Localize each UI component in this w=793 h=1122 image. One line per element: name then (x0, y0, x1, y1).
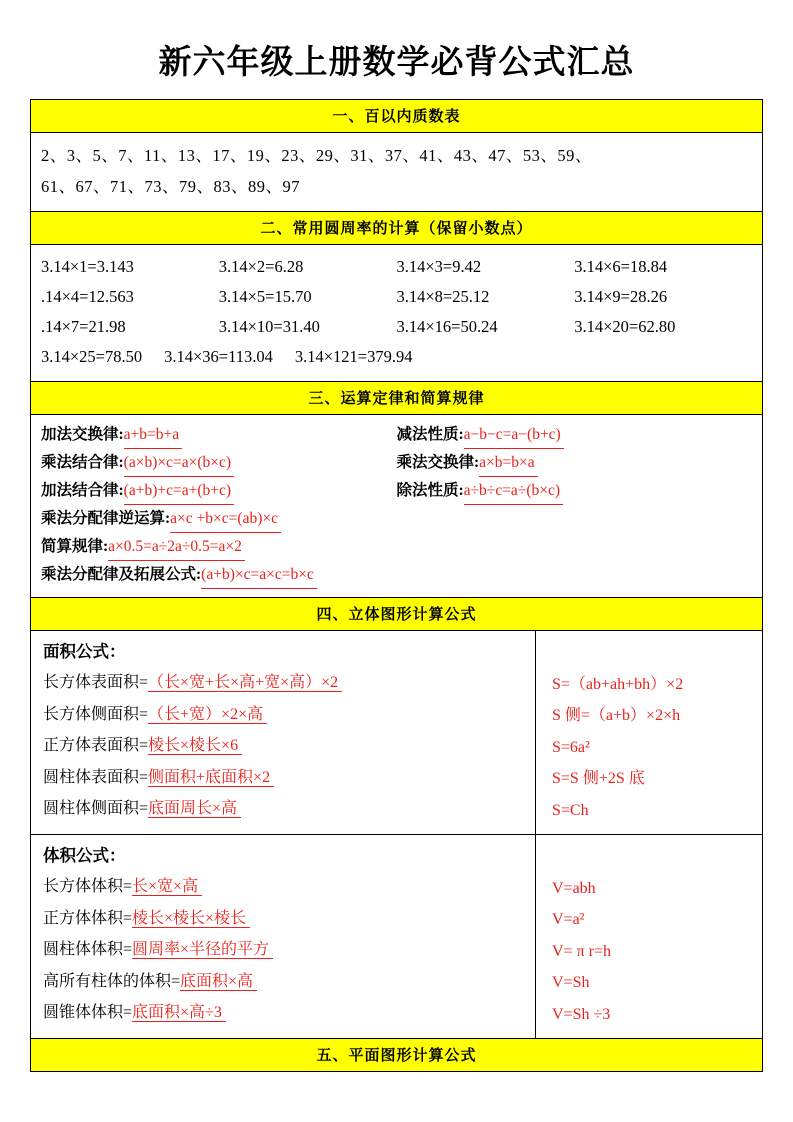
formula-value: 棱长×棱长×棱长 (132, 910, 250, 928)
formula-value: 圆周率×半径的平方 (132, 941, 273, 959)
formula-label: 圆柱体体积= (43, 941, 133, 958)
formula-result: V=Sh ÷3 (552, 1005, 611, 1023)
law-value: a×0.5=a÷2a÷0.5=a×2 (108, 533, 245, 561)
section-heading-primes: 一、百以内质数表 (31, 100, 762, 133)
formula-value: 底面周长×高 (148, 800, 241, 818)
formula-value: 长×宽×高 (132, 878, 202, 896)
formula-label: 圆锥体体积= (43, 1004, 133, 1021)
formula-value: 侧面积+底面积×2 (148, 769, 274, 787)
formula-line (43, 793, 527, 825)
law-entry (397, 449, 753, 477)
area-group-title: 面积公式： (43, 642, 126, 661)
formula-line (43, 997, 527, 1029)
formula-value: （长+宽）×2×高 (148, 706, 267, 724)
pi-cell: .14×7=21.98 (41, 317, 126, 336)
law-row (41, 533, 752, 561)
law-entry (41, 421, 397, 449)
formula-label: 长方体体积= (43, 878, 133, 895)
pi-cell: 3.14×1=3.143 (41, 257, 134, 276)
pi-cell: 3.14×25=78.50 (41, 347, 143, 366)
law-entry (41, 533, 752, 561)
pi-row (41, 252, 752, 282)
formula-label: 正方体体积= (43, 909, 133, 927)
law-value: a+b=b+a (124, 421, 182, 449)
formula-line (43, 699, 527, 731)
section-heading-laws: 三、运算定律和简算规律 (31, 382, 762, 415)
formula-result: S=Ch (552, 801, 589, 819)
formula-value: 底面积×高 (180, 973, 257, 991)
formula-result: V=Sh (552, 974, 590, 991)
formula-line (43, 730, 527, 762)
volume-group-title: 体积公式： (43, 846, 126, 865)
pi-cell: 3.14×3=9.42 (396, 257, 482, 276)
formula-line (43, 903, 527, 935)
law-entry (397, 477, 753, 505)
pi-cell: 3.14×36=113.04 (164, 347, 273, 366)
formula-label: 正方体表面积= (43, 737, 149, 754)
pi-cell: 3.14×20=62.80 (574, 317, 676, 336)
primes-line: 61、67、71、73、79、83、89、97 (41, 177, 300, 196)
law-label: 加法结合律: (41, 482, 124, 499)
law-value: (a×b)×c=a×(b×c) (124, 449, 234, 477)
section-heading-plane: 五、平面图形计算公式 (31, 1039, 762, 1072)
formula-value: 底面积×高÷3 (132, 1004, 226, 1022)
pi-row (41, 342, 752, 372)
volume-formula-block (31, 835, 762, 1039)
pi-row (41, 282, 752, 312)
formula-result: S=6a² (552, 738, 590, 756)
section-heading-solids: 四、立体图形计算公式 (31, 598, 762, 631)
law-label: 乘法分配律逆运算: (41, 510, 171, 527)
pi-row (41, 312, 752, 342)
formula-line (43, 934, 527, 966)
law-label: 简算规律: (41, 538, 109, 555)
law-row (41, 449, 752, 477)
formula-value: （长×宽+长×高+宽×高）×2 (148, 674, 342, 692)
pi-block (31, 245, 762, 382)
law-label: 加法交换律: (41, 426, 124, 443)
area-formula-right (536, 631, 762, 834)
section-heading-pi: 二、常用圆周率的计算（保留小数点） (31, 212, 762, 245)
law-value: a÷b÷c=a÷(b×c) (464, 477, 563, 505)
law-value: a×b=b×a (479, 449, 537, 477)
formula-line (43, 762, 527, 794)
law-entry (41, 449, 397, 477)
law-value: (a+b)×c=a×c=b×c (201, 561, 317, 589)
law-row (41, 505, 752, 533)
formula-label: 长方体表面积= (43, 674, 149, 691)
pi-cell: 3.14×5=15.70 (218, 287, 312, 306)
formula-result: S 侧=（a+b）×2×h (552, 707, 681, 724)
formula-line (43, 667, 527, 699)
law-value: a−b−c=a−(b+c) (464, 421, 564, 449)
primes-line: 2、3、5、7、11、13、17、19、23、29、31、37、41、43、47、53、59、 (41, 146, 592, 165)
formula-label: 圆柱体侧面积= (43, 800, 149, 817)
law-entry (397, 421, 753, 449)
formula-result: S=S 侧+2S 底 (552, 770, 645, 787)
law-row (41, 477, 752, 505)
law-label: 乘法结合律: (41, 454, 124, 471)
formula-result: V=a² (552, 911, 585, 928)
area-formula-block (31, 631, 762, 835)
formula-line (43, 966, 527, 998)
pi-cell: .14×4=12.563 (41, 287, 134, 306)
law-value: a×c +b×c=(ab)×c (170, 505, 281, 533)
law-entry (41, 561, 752, 589)
area-formula-left (31, 631, 536, 834)
volume-formula-left (31, 835, 536, 1038)
formula-result: V=abh (552, 879, 596, 897)
law-entry (41, 505, 752, 533)
pi-cell: 3.14×2=6.28 (218, 257, 304, 276)
formula-line (43, 871, 527, 903)
volume-formula-right (536, 835, 762, 1038)
formula-label: 长方体侧面积= (43, 705, 149, 723)
primes-block (31, 133, 762, 212)
laws-block (31, 415, 762, 598)
formula-result: S=（ab+ah+bh）×2 (552, 675, 684, 693)
law-label: 乘法分配律及拓展公式: (41, 566, 202, 583)
formula-label: 高所有柱体的体积= (43, 972, 181, 990)
law-label: 减法性质: (396, 426, 464, 443)
law-label: 除法性质: (396, 482, 464, 499)
formula-result: V= π r=h (552, 942, 612, 960)
pi-cell: 3.14×8=25.12 (396, 287, 490, 306)
law-value: (a+b)+c=a+(b+c) (124, 477, 234, 505)
law-row (41, 561, 752, 589)
formula-value: 棱长×棱长×6 (148, 737, 242, 755)
law-row (41, 421, 752, 449)
pi-cell: 3.14×9=28.26 (574, 287, 668, 306)
pi-cell: 3.14×6=18.84 (574, 257, 668, 276)
formula-table (30, 99, 763, 1072)
law-label: 乘法交换律: (396, 454, 480, 471)
pi-cell: 3.14×16=50.24 (396, 317, 498, 336)
pi-cell: 3.14×121=379.94 (294, 347, 413, 366)
pi-cell: 3.14×10=31.40 (218, 317, 320, 336)
page-title: 新六年级上册数学必背公式汇总 (158, 45, 635, 81)
law-entry (41, 477, 397, 505)
formula-label: 圆柱体表面积= (43, 768, 149, 786)
